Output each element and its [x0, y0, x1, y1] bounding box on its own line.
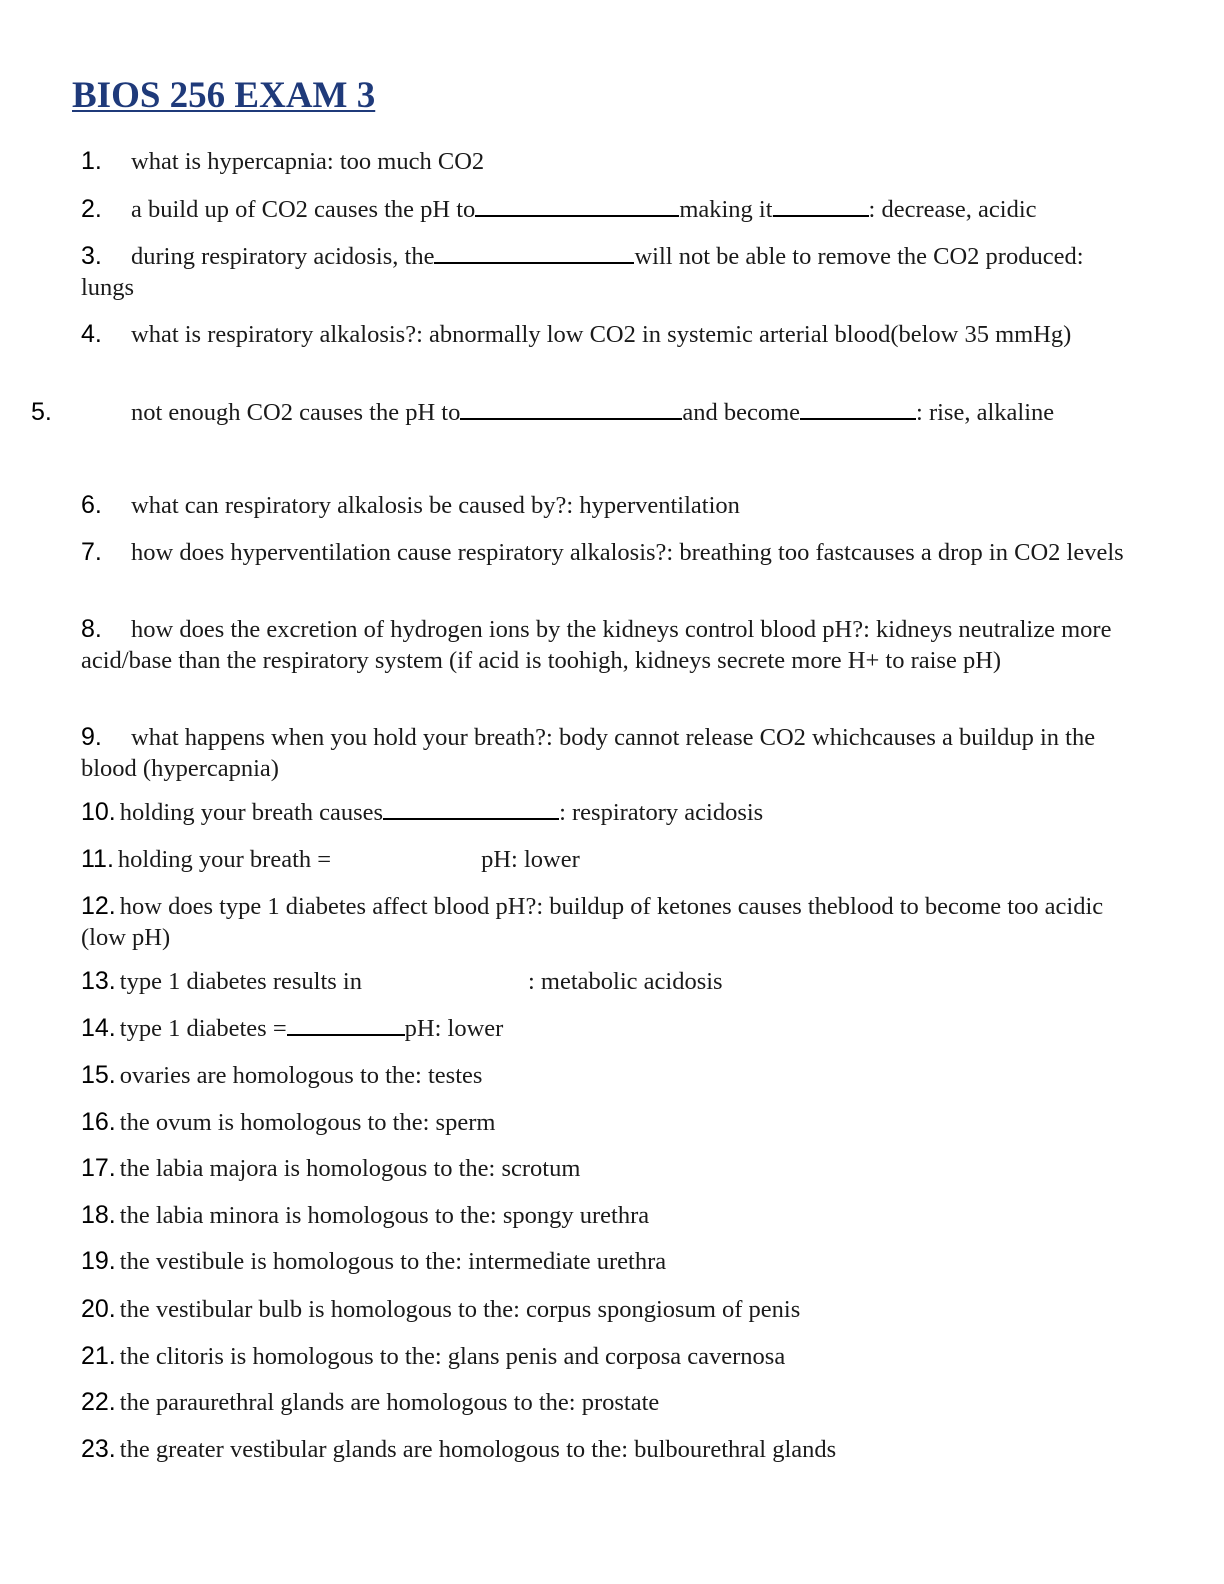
question-text: will not be able to remove the CO2 produced: lungs [81, 243, 1084, 301]
question-text: holding your breath causes [119, 799, 384, 826]
question-number: 23. [81, 1435, 116, 1463]
question-17 [81, 1153, 1141, 1184]
question-number: 18. [81, 1201, 116, 1229]
page-title: BIOS 256 EXAM 3 [72, 75, 376, 116]
question-1 [81, 146, 1141, 177]
question-number: 17. [81, 1154, 116, 1182]
question-number: 16. [81, 1108, 116, 1136]
question-number: 11. [81, 845, 114, 873]
question-text: what is hypercapnia: too much CO2 [131, 148, 485, 175]
question-text: not enough CO2 causes the pH to [131, 399, 461, 426]
question-text: the labia majora is homologous to the: scrotum [119, 1155, 581, 1182]
question-text: the vestibule is homologous to the: intermediate urethra [119, 1248, 667, 1275]
question-4 [81, 319, 1141, 350]
answer-blank [287, 1033, 405, 1036]
question-number: 8. [81, 615, 102, 643]
question-3 [81, 241, 1141, 303]
question-text: how does type 1 diabetes affect blood pH?: buildup of ketones causes theblood to become too acidic (low pH) [81, 893, 1104, 951]
question-text: how does the excretion of hydrogen ions by the kidneys control blood pH?: kidneys neutralize more acid/base than the respiratory system (if acid is toohigh, kidneys secrete more H+ to raise pH) [81, 616, 1112, 674]
question-text: a build up of CO2 causes the pH to [131, 196, 476, 223]
question-answer: : decrease, acidic [868, 196, 1037, 223]
question-answer: : metabolic acidosis [528, 968, 723, 995]
question-text: and become [682, 399, 801, 426]
question-number: 15. [81, 1061, 116, 1089]
question-text: the paraurethral glands are homologous to the: prostate [119, 1389, 660, 1416]
question-12 [81, 891, 1141, 953]
question-13 [81, 966, 1141, 997]
question-text: what is respiratory alkalosis?: abnormally low CO2 in systemic arterial blood(below 35 mmHg) [131, 321, 1072, 348]
question-text: what can respiratory alkalosis be caused by?: hyperventilation [131, 492, 740, 519]
question-6 [81, 490, 1141, 521]
answer-blank [800, 417, 916, 420]
question-21 [81, 1341, 1141, 1372]
question-number: 3. [81, 242, 102, 270]
question-answer: pH: lower [481, 846, 580, 873]
question-7 [81, 537, 1141, 568]
question-number: 2. [81, 195, 102, 223]
question-number: 1. [81, 147, 102, 175]
question-number: 10. [81, 798, 116, 826]
question-9 [81, 722, 1141, 784]
answer-blank [460, 417, 682, 420]
question-number: 12. [81, 892, 116, 920]
question-text: the labia minora is homologous to the: spongy urethra [119, 1202, 650, 1229]
question-answer: : respiratory acidosis [559, 799, 764, 826]
question-number: 21. [81, 1342, 116, 1370]
question-20 [81, 1294, 1141, 1325]
question-number: 20. [81, 1295, 116, 1323]
question-8 [81, 614, 1141, 676]
answer-blank [475, 214, 679, 217]
question-2 [81, 194, 1141, 225]
question-5 [31, 395, 1141, 430]
question-number: 13. [81, 967, 116, 995]
question-number: 7. [81, 538, 102, 566]
question-10 [81, 797, 1141, 828]
question-11 [81, 844, 1141, 875]
question-text: holding your breath = [117, 846, 332, 873]
question-text: the ovum is homologous to the: sperm [119, 1109, 496, 1136]
answer-blank [773, 214, 869, 217]
question-19 [81, 1246, 1141, 1277]
question-text: ovaries are homologous to the: testes [119, 1062, 483, 1089]
question-number: 9. [81, 723, 102, 751]
question-15 [81, 1060, 1141, 1091]
answer-blank [434, 261, 634, 264]
question-text: the greater vestibular glands are homologous to the: bulbourethral glands [119, 1436, 837, 1463]
question-answer: : rise, alkaline [916, 399, 1055, 426]
question-text: type 1 diabetes = [119, 1015, 287, 1042]
question-number: 4. [81, 320, 102, 348]
question-number: 22. [81, 1388, 116, 1416]
question-16 [81, 1107, 1141, 1138]
answer-blank [383, 817, 559, 820]
question-text: the vestibular bulb is homologous to the: corpus spongiosum of penis [119, 1296, 801, 1323]
question-answer: pH: lower [404, 1015, 504, 1042]
question-text: making it [679, 196, 773, 223]
question-text: type 1 diabetes results in [119, 968, 362, 995]
question-number: 5. [31, 398, 52, 426]
question-number: 14. [81, 1014, 116, 1042]
question-number: 6. [81, 491, 102, 519]
question-text: how does hyperventilation cause respiratory alkalosis?: breathing too fastcauses a drop in CO2 levels [131, 539, 1124, 566]
question-18 [81, 1200, 1141, 1231]
question-number: 19. [81, 1247, 116, 1275]
question-23 [81, 1434, 1141, 1465]
question-text: during respiratory acidosis, the [131, 243, 435, 270]
question-text: the clitoris is homologous to the: glans penis and corposa cavernosa [119, 1343, 786, 1370]
question-text: what happens when you hold your breath?: body cannot release CO2 whichcauses a buildup in the blood (hypercapnia) [81, 724, 1096, 782]
question-14 [81, 1013, 1141, 1044]
question-22 [81, 1387, 1141, 1418]
